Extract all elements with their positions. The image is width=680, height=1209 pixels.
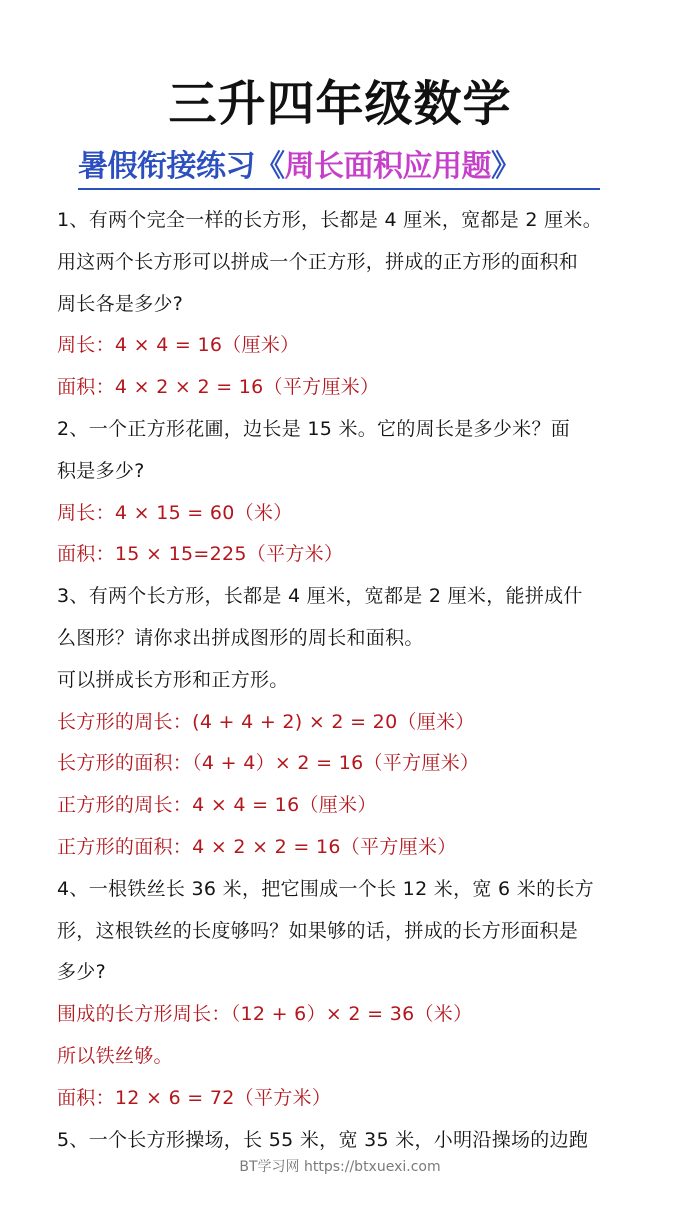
- subtitle-topic: 周长面积应用题: [284, 149, 491, 184]
- answer-line: 周长：4 × 15 = 60（米）: [57, 501, 293, 524]
- answer-line: 面积：15 × 15=225（平方米）: [57, 543, 344, 566]
- answer-line: 长方形的面积：（4 + 4）× 2 = 16（平方厘米）: [57, 752, 480, 775]
- answer-line: 周长：4 × 4 = 16（厘米）: [57, 334, 300, 357]
- question-line: 3、有两个长方形，长都是 4 厘米，宽都是 2 厘米，能拼成什: [57, 585, 583, 608]
- problem-list: [57, 200, 637, 1161]
- page-title: 三升四年级数学: [168, 76, 512, 132]
- question-line: 1、有两个完全一样的长方形，长都是 4 厘米，宽都是 2 厘米。: [57, 209, 603, 231]
- question-line: 用这两个长方形可以拼成一个正方形，拼成的正方形的面积和: [57, 250, 579, 273]
- answer-line: 长方形的周长：(4 + 4 + 2) × 2 = 20（厘米）: [57, 710, 475, 733]
- question-line: 可以拼成长方形和正方形。: [57, 668, 289, 691]
- question-line: 周长各是多少?: [57, 292, 184, 315]
- question-line: 多少?: [57, 961, 106, 984]
- answer-line: 面积：12 × 6 = 72（平方米）: [57, 1086, 332, 1109]
- problem-2: [57, 409, 637, 576]
- answer-line: 面积：4 × 2 × 2 = 16（平方厘米）: [57, 376, 380, 399]
- answer-line: 所以铁丝够。: [57, 1044, 173, 1067]
- answer-line: 正方形的周长：4 × 4 = 16（厘米）: [57, 794, 377, 817]
- problem-3: [57, 576, 637, 869]
- question-line: 5、一个长方形操场，长 55 米，宽 35 米，小明沿操场的边跑: [57, 1128, 589, 1151]
- question-line: 么图形？请你求出拼成图形的周长和面积。: [57, 626, 424, 649]
- question-line: 2、一个正方形花圃，边长是 15 米。它的周长是多少米？面: [57, 417, 571, 440]
- problem-4: [57, 869, 637, 1120]
- page-subtitle: [78, 146, 600, 190]
- question-line: 形，这根铁丝的长度够吗？如果够的话，拼成的长方形面积是: [57, 919, 579, 942]
- problem-5: [57, 1120, 637, 1162]
- question-line: 积是多少?: [57, 459, 145, 482]
- subtitle-close-bracket: 》: [491, 149, 521, 184]
- answer-line: 围成的长方形周长：（12 + 6）× 2 = 36（米）: [57, 1003, 473, 1026]
- answer-line: 正方形的面积：4 × 2 × 2 = 16（平方厘米）: [57, 835, 457, 858]
- question-line: 4、一根铁丝长 36 米，把它围成一个长 12 米，宽 6 米的长方: [57, 877, 594, 900]
- watermark-footer: BT学习网 https://btxuexi.com: [239, 1159, 441, 1175]
- subtitle-prefix: 暑假衔接练习《: [78, 149, 285, 184]
- problem-1: [57, 200, 637, 409]
